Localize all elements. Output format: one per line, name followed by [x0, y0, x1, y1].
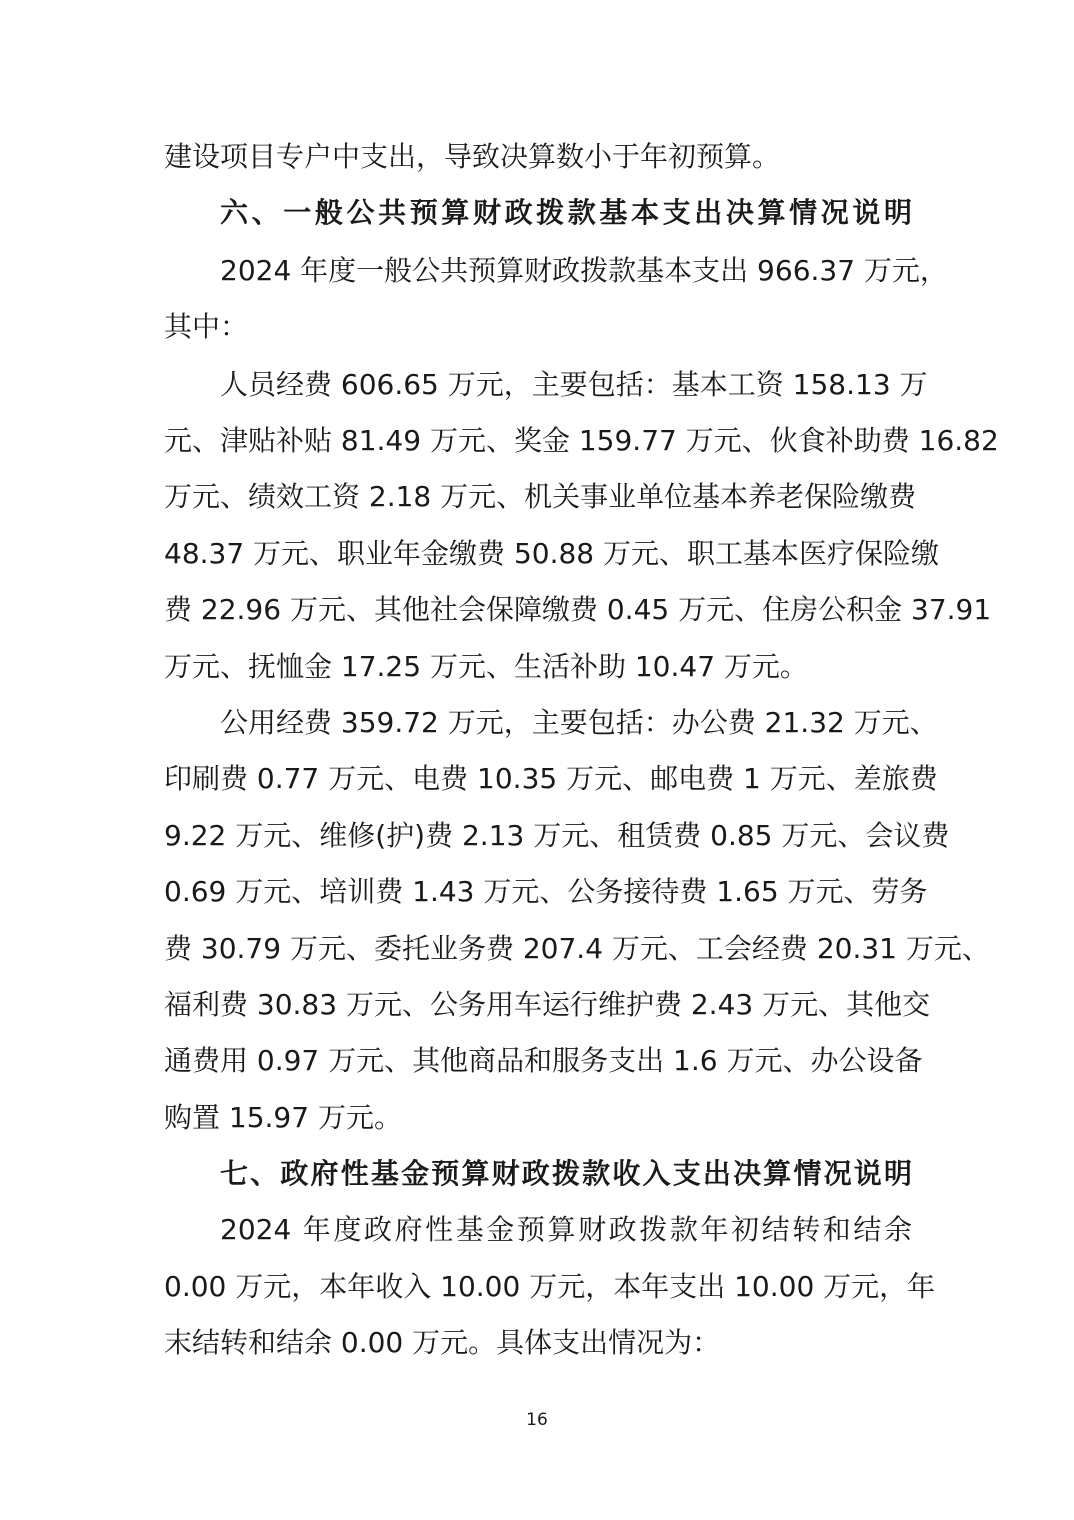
paragraph-line: 建设项目专户中支出，导致决算数小于年初预算。	[164, 140, 781, 173]
paragraph-line: 0.69 万元、培训费 1.43 万元、公务接待费 1.65 万元、劳务	[164, 875, 928, 908]
paragraph-line: 其中：	[164, 310, 249, 343]
paragraph-line: 2024 年度政府性基金预算财政拨款年初结转和结余	[220, 1213, 912, 1246]
paragraph-line: 福利费 30.83 万元、公务用车运行维护费 2.43 万元、其他交	[164, 988, 931, 1021]
section-heading-7: 七、政府性基金预算财政拨款收入支出决算情况说明	[220, 1157, 912, 1190]
paragraph-line: 0.00 万元，本年收入 10.00 万元，本年支出 10.00 万元，年	[164, 1270, 936, 1303]
paragraph-line: 万元、抚恤金 17.25 万元、生活补助 10.47 万元。	[164, 650, 808, 683]
paragraph-line: 购置 15.97 万元。	[164, 1101, 402, 1134]
paragraph-line: 人员经费 606.65 万元，主要包括：基本工资 158.13 万	[220, 368, 928, 401]
paragraph-line: 2024 年度一般公共预算财政拨款基本支出 966.37 万元，	[220, 254, 948, 287]
page-number: 16	[526, 1410, 548, 1430]
paragraph-line: 印刷费 0.77 万元、电费 10.35 万元、邮电费 1 万元、差旅费	[164, 762, 938, 795]
paragraph-line: 9.22 万元、维修(护)费 2.13 万元、租赁费 0.85 万元、会议费	[164, 819, 950, 852]
paragraph-line: 公用经费 359.72 万元，主要包括：办公费 21.32 万元、	[220, 706, 938, 739]
section-heading-6: 六、一般公共预算财政拨款基本支出决算情况说明	[220, 196, 912, 229]
paragraph-line: 费 22.96 万元、其他社会保障缴费 0.45 万元、住房公积金 37.91	[164, 593, 992, 626]
paragraph-line: 48.37 万元、职业年金缴费 50.88 万元、职工基本医疗保险缴	[164, 537, 940, 570]
paragraph-line: 费 30.79 万元、委托业务费 207.4 万元、工会经费 20.31 万元、	[164, 932, 990, 965]
paragraph-line: 元、津贴补贴 81.49 万元、奖金 159.77 万元、伙食补助费 16.82	[164, 424, 999, 457]
paragraph-line: 万元、绩效工资 2.18 万元、机关事业单位基本养老保险缴费	[164, 480, 917, 513]
paragraph-line: 通费用 0.97 万元、其他商品和服务支出 1.6 万元、办公设备	[164, 1044, 923, 1077]
paragraph-line: 末结转和结余 0.00 万元。具体支出情况为：	[164, 1326, 721, 1359]
